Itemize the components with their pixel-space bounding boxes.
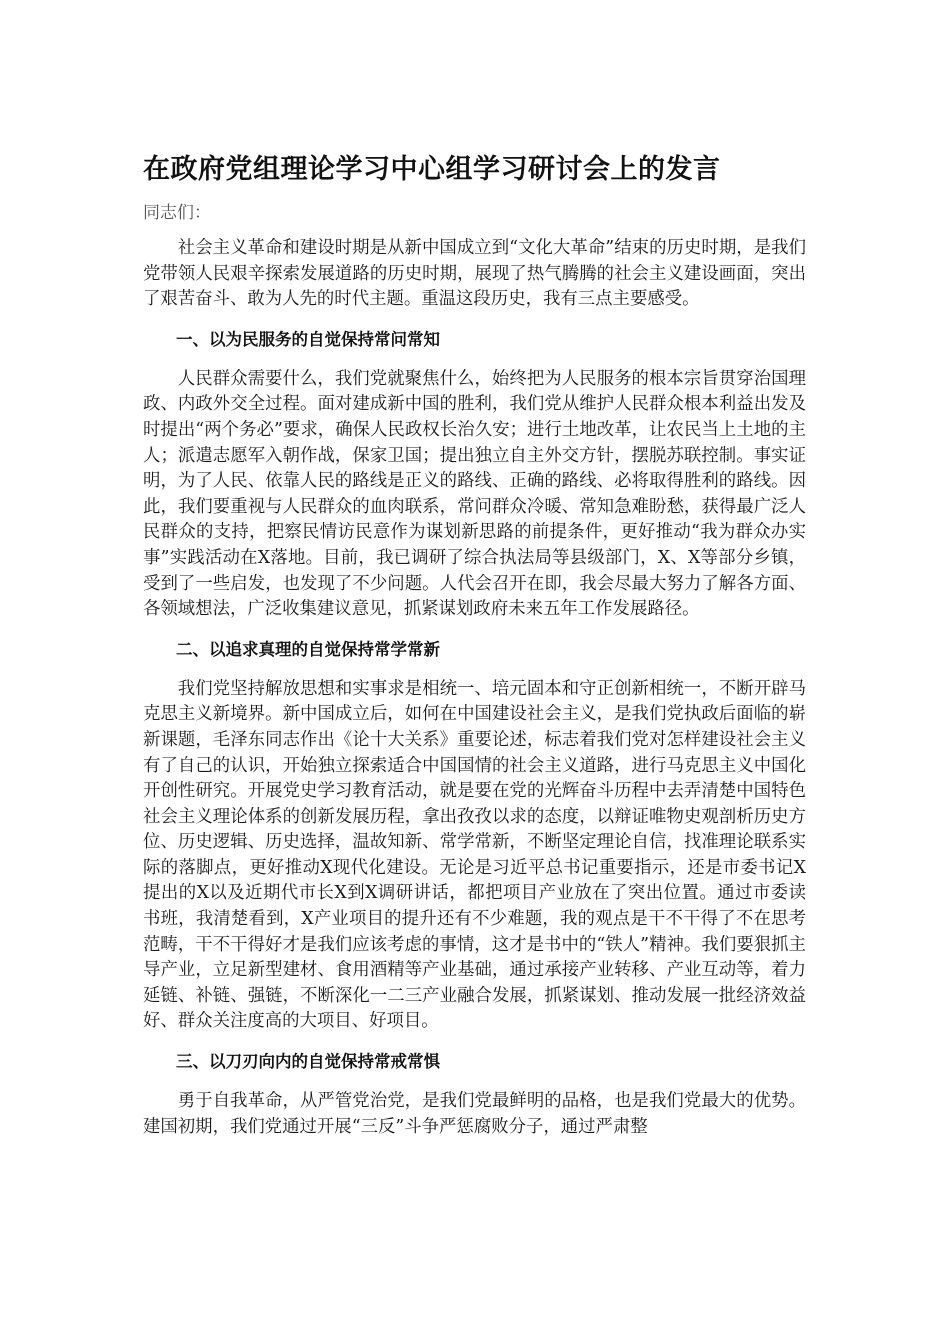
section-body-3: 勇于自我革命，从严管党治党，是我们党最鲜明的品格，也是我们党最大的优势。建国初期，我们党通过开展“三反”斗争严惩腐败分子，通过严肃整 xyxy=(143,1091,806,1137)
document-page xyxy=(143,150,806,1154)
section-body-2: 我们党坚持解放思想和实事求是相统一、培元固本和守正创新相统一，不断开辟马克思主义新境界。新中国成立后，如何在中国建设社会主义，是我们党执政后面临的崭新课题，毛泽东同志作出《论十大关系》重要论述，标志着我们党对怎样建设社会主义有了自己的认识，开始独立探索适合中国国情的社会主义道路，进行马克思主义中国化开创性研究。开展党史学习教育活动，就是要在党的光辉奋斗历程中去弄清楚中国特色社会主义理论体系的创新发展历程，拿出孜孜以求的态度，以辩证唯物史观剖析历史方位、历史逻辑、历史选择，温故知新、常学常新，不断坚定理论自信，找准理论联系实际的落脚点，更好推动X现代化建设。无论是习近平总书记重要指示，还是市委书记X提出的X以及近期代市长X到X调研讲话，都把项目产业放在了突出位置。通过市委读书班，我清楚看到，X产业项目的提升还有不少难题，我的观点是干不干得了不在思考范畴，干不干得好才是我们应该考虑的事情，这才是书中的“铁人”精神。我们要狠抓主导产业，立足新型建材、食用酒精等产业基础，通过承接产业转移、产业互动等，着力延链、补链、强链，不断深化一二三产业融合发展，抓紧谋划、推动发展一批经济效益好、群众关注度高的大项目、好项目。 xyxy=(143,678,806,1032)
section-heading-2: 二、以追求真理的自觉保持常学常新 xyxy=(176,639,440,659)
section-body-1: 人民群众需要什么，我们党就聚焦什么，始终把为人民服务的根本宗旨贯穿治国理政、内政外交全过程。面对建成新中国的胜利，我们党从维护人民群众根本利益出发及时提出“两个务必”要求，确保人民政权长治久安；进行土地改革，让农民当上土地的主人；派遣志愿军入朝作战，保家卫国；提出独立自主外交方针，摆脱苏联控制。事实证明，为了人民、依靠人民的路线是正义的路线、正确的路线、必将取得胜利的路线。因此，我们要重视与人民群众的血肉联系，常问群众冷暖、常知急难盼愁，获得最广泛人民群众的支持，把察民情访民意作为谋划新思路的前提条件，更好推动“我为群众办实事”实践活动在X落地。目前，我已调研了综合执法局等县级部门，X、X等部分乡镇，受到了一些启发，也发现了不少问题。人代会召开在即，我会尽最大努力了解各方面、各领域想法，广泛收集建议意见，抓紧谋划政府未来五年工作发展路径。 xyxy=(143,368,806,620)
section-heading-1: 一、以为民服务的自觉保持常问常知 xyxy=(176,329,440,349)
document-title: 在政府党组理论学习中心组学习研讨会上的发言 xyxy=(143,154,721,185)
section-heading-3: 三、以刀刃向内的自觉保持常戒常惧 xyxy=(176,1052,440,1072)
salutation: 同志们： xyxy=(143,203,211,223)
intro-paragraph: 社会主义革命和建设时期是从新中国成立到“文化大革命”结束的历史时期，是我们党带领人民艰辛探索发展道路的历史时期，展现了热气腾腾的社会主义建设画面，突出了艰苦奋斗、敢为人先的时代主题。重温这段历史，我有三点主要感受。 xyxy=(143,238,806,310)
